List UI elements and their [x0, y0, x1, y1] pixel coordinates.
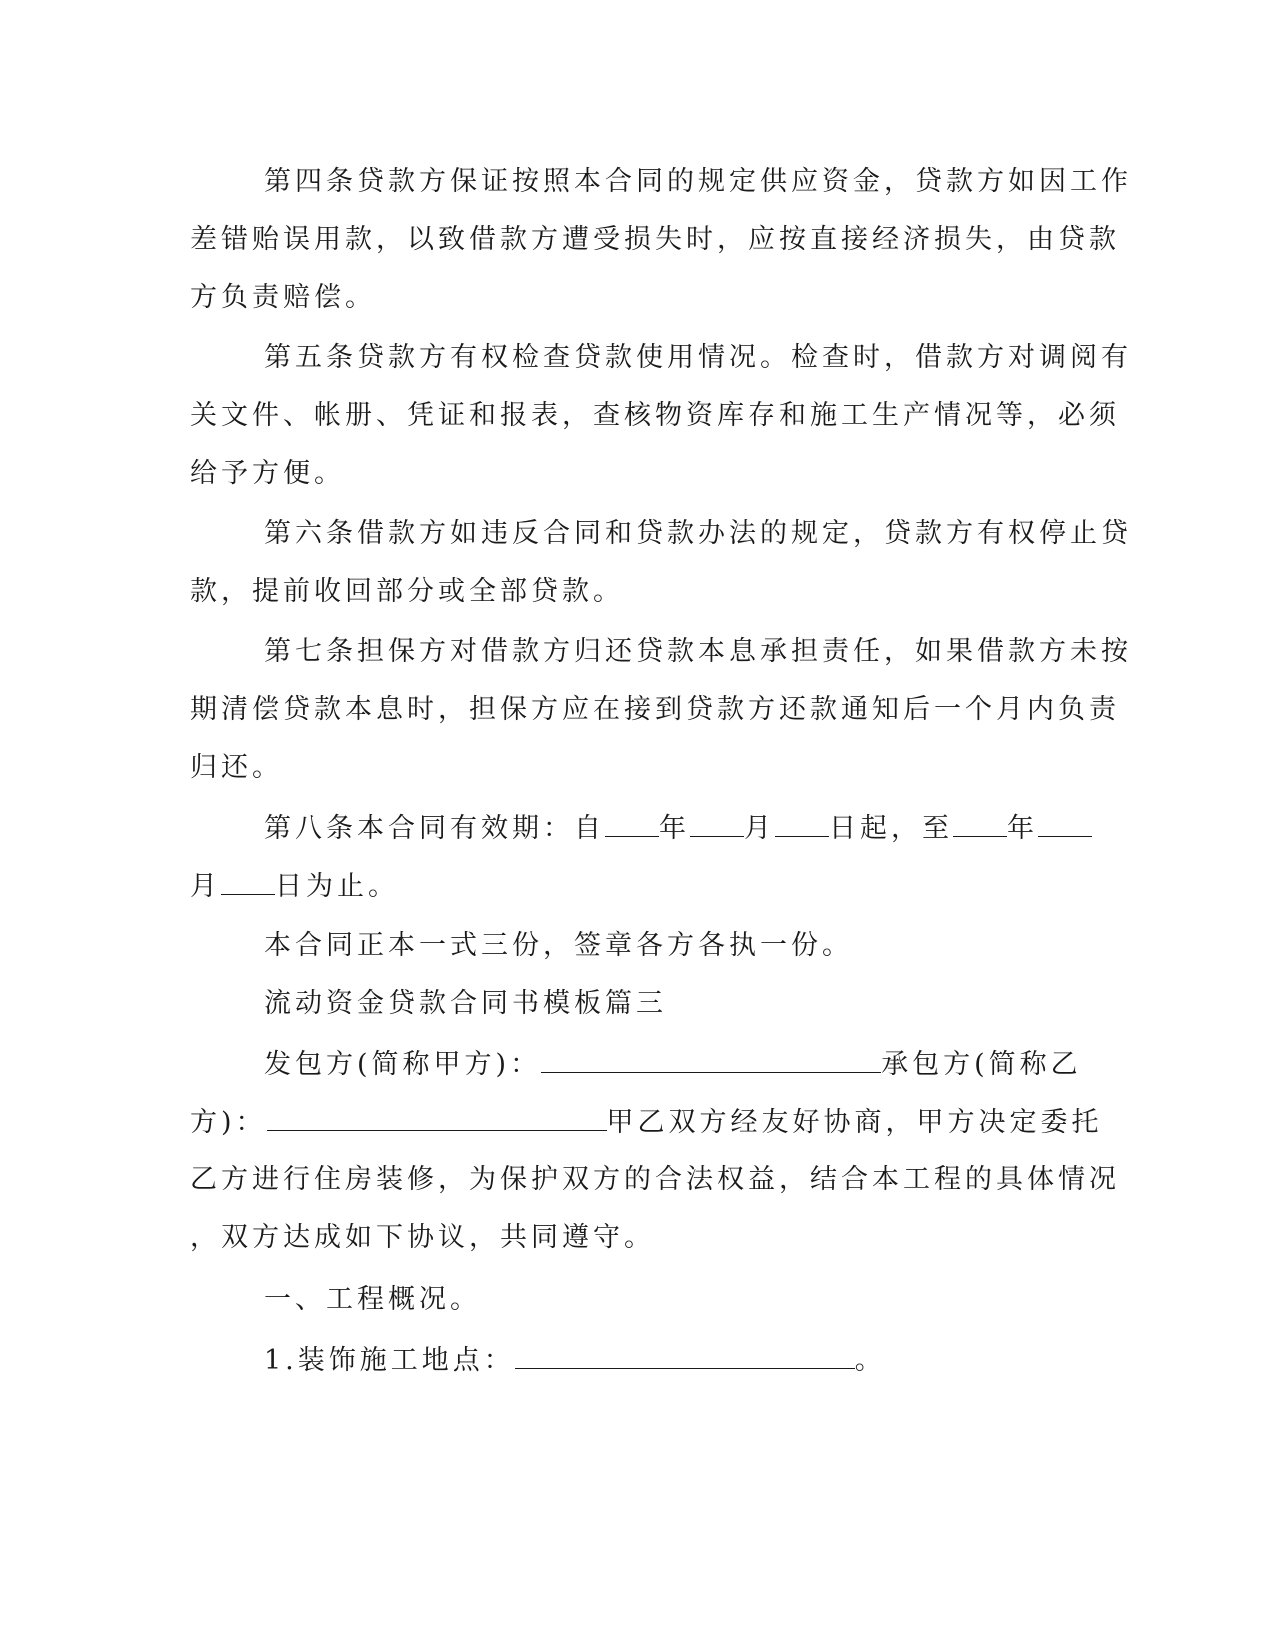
- article-8-month-2: 月: [190, 871, 221, 902]
- item-1-line: [264, 1342, 886, 1379]
- client-name-blank[interactable]: [541, 1046, 881, 1073]
- construction-site-blank[interactable]: [515, 1342, 855, 1369]
- section-title: 流动资金贷款合同书模板篇三: [264, 988, 667, 1019]
- contractor-label: 承包方(简称乙: [881, 1049, 1082, 1080]
- parties-line-1: [264, 1046, 1082, 1083]
- article-8-line-2: [190, 868, 399, 905]
- article-4-line-1: 第四条贷款方保证按照本合同的规定供应资金，贷款方如因工作: [264, 166, 1132, 197]
- article-6-line-2: 款，提前收回部分或全部贷款。: [190, 576, 624, 607]
- article-7-line-1: 第七条担保方对借款方归还贷款本息承担责任，如果借款方未按: [264, 636, 1132, 667]
- article-7-line-2: 期清偿贷款本息时，担保方应在接到贷款方还款通知后一个月内负责: [190, 694, 1120, 725]
- article-8-year-1: 年: [659, 813, 690, 844]
- item-1-end: 。: [854, 1345, 886, 1376]
- blank-start-month[interactable]: [690, 810, 744, 837]
- parties-line-3: 乙方进行住房装修，为保护双方的合法权益，结合本工程的具体情况: [190, 1164, 1120, 1195]
- parties-line-2: [190, 1104, 1103, 1141]
- article-5-line-2: 关文件、帐册、凭证和报表，查核物资库存和施工生产情况等，必须: [190, 400, 1120, 431]
- blank-end-day[interactable]: [221, 868, 275, 895]
- blank-start-year[interactable]: [605, 810, 659, 837]
- article-8-suffix: 日为止。: [275, 871, 399, 902]
- article-8-year-2: 年: [1007, 813, 1038, 844]
- blank-end-month-partial[interactable]: [1038, 810, 1092, 837]
- blank-end-year[interactable]: [953, 810, 1007, 837]
- article-8-month-1: 月: [744, 813, 775, 844]
- blank-start-day[interactable]: [775, 810, 829, 837]
- article-8-prefix: 第八条本合同有效期：自: [264, 813, 605, 844]
- contractor-name-blank[interactable]: [267, 1104, 607, 1131]
- client-label: 发包方(简称甲方)：: [264, 1049, 542, 1080]
- parties-line-2-text: 甲乙双方经友好协商，甲方决定委托: [606, 1107, 1103, 1138]
- item-1-label: 1.装饰施工地点：: [264, 1345, 515, 1376]
- article-7-line-3: 归还。: [190, 752, 283, 783]
- article-5-line-3: 给予方便。: [190, 458, 345, 489]
- article-8-day-1: 日起，至: [829, 813, 953, 844]
- heading-project-overview: 一、工程概况。: [264, 1284, 481, 1315]
- article-6-line-1: 第六条借款方如违反合同和贷款办法的规定，贷款方有权停止贷: [264, 518, 1132, 549]
- article-8-line-1: [264, 810, 1092, 847]
- article-5-line-1: 第五条贷款方有权检查贷款使用情况。检查时，借款方对调阅有: [264, 342, 1132, 373]
- article-4-line-2: 差错贻误用款，以致借款方遭受损失时，应按直接经济损失，由贷款: [190, 224, 1120, 255]
- contractor-label-end: 方)：: [190, 1107, 267, 1138]
- copies-clause: 本合同正本一式三份，签章各方各执一份。: [264, 930, 853, 961]
- parties-line-4: ，双方达成如下协议，共同遵守。: [190, 1222, 655, 1253]
- article-4-line-3: 方负责赔偿。: [190, 282, 376, 313]
